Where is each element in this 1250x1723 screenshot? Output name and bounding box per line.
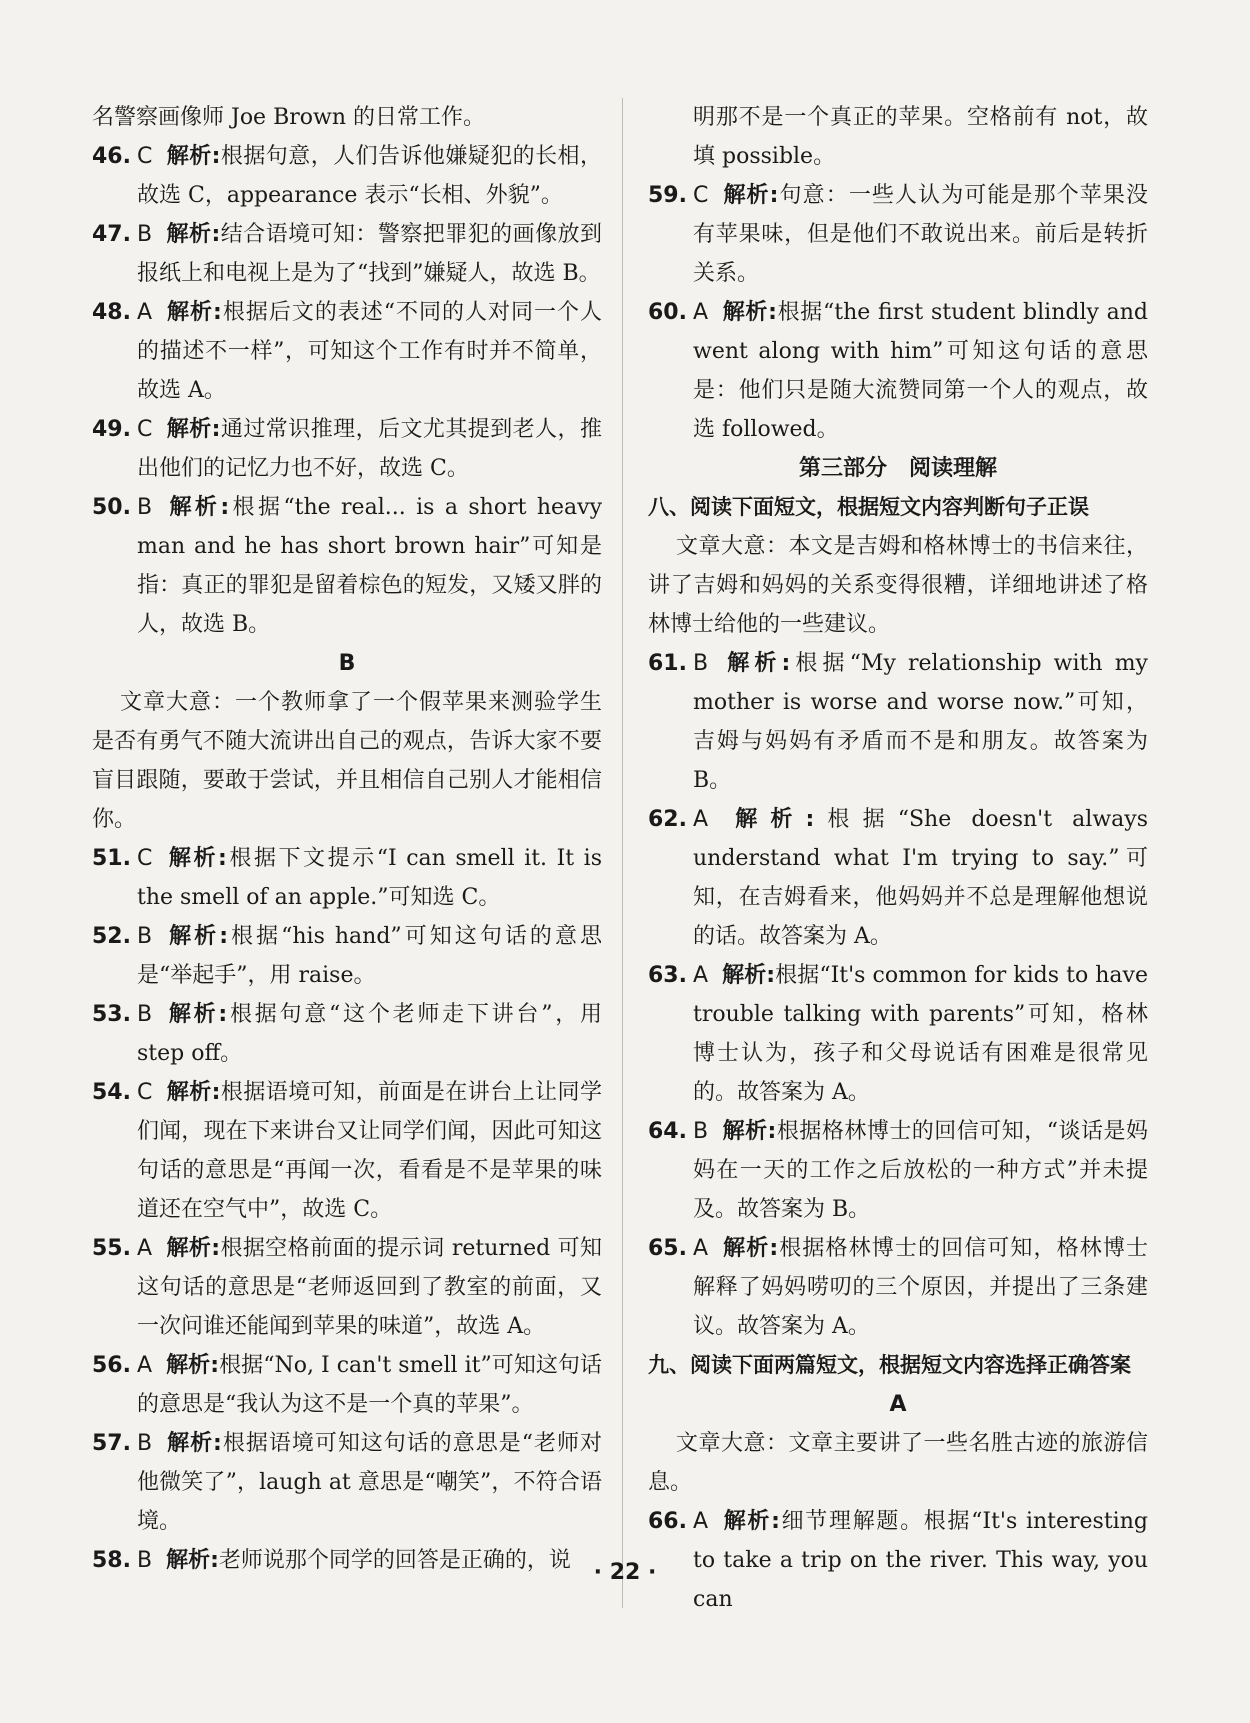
analysis-label: 解析:	[166, 1080, 221, 1105]
page-number: · 22 ·	[593, 1560, 657, 1585]
analysis-text: 根据句意“这个老师走下讲台”，用 step off。	[137, 1002, 602, 1066]
analysis-text: 通过常识推理，后文尤其提到老人，推出他们的记忆力也不好，故选 C。	[137, 417, 602, 481]
analysis-text: 根据空格前面的提示词 returned 可知这句话的意思是“老师返回到了教室的前面，又一次问谁还能闻到苹果的味道”，故选 A。	[137, 1236, 602, 1339]
question-number: 61.	[648, 651, 687, 676]
answer-entry	[92, 917, 602, 995]
analysis-label: 解析:	[166, 1548, 219, 1573]
analysis-text: 根据“My relationship with my mother is worse and worse now.”可知，吉姆与妈妈有矛盾而不是和朋友。故答案为 B。	[693, 651, 1148, 793]
column-divider	[622, 98, 623, 1608]
analysis-text: 根据“his hand”可知这句话的意思是“举起手”，用 raise。	[137, 924, 602, 988]
continued-text: 名警察画像师 Joe Brown 的日常工作。	[92, 105, 485, 130]
analysis-text: 细节理解题。根据“It's interesting to take a trip on the river. This way, you can	[693, 1509, 1148, 1612]
answer-letter: B	[136, 1548, 153, 1573]
answer-entry	[92, 1073, 602, 1229]
answer-entry	[92, 995, 602, 1073]
analysis-label: 解析:	[722, 183, 779, 208]
analysis-label: 解析:	[166, 222, 221, 247]
question-number: 50.	[92, 495, 131, 520]
analysis-label: 解析:	[722, 1119, 777, 1144]
answer-entry	[648, 176, 1148, 293]
answer-entry	[92, 137, 602, 215]
analysis-text: 根据格林博士的回信可知，“谈话是妈妈在一天的工作之后放松的一种方式”并未提及。故答案为 B。	[693, 1119, 1148, 1222]
analysis-label: 解析:	[722, 963, 776, 988]
answer-letter: B	[136, 924, 153, 949]
answer-entry	[648, 293, 1148, 449]
analysis-label: 解析:	[166, 300, 222, 325]
analysis-label: 解析:	[166, 495, 230, 520]
analysis-text: 根据“the real... is a short heavy man and he has short brown hair”可知是指：真正的罪犯是留着棕色的短发，又矮又胖的人，故选 B。	[137, 495, 602, 637]
analysis-label: 解析:	[166, 924, 228, 949]
analysis-label: 解析:	[166, 144, 221, 169]
answer-entry	[648, 644, 1148, 800]
answer-entry	[92, 839, 602, 917]
analysis-text: 句意：一些人认为可能是那个苹果没有苹果味，但是他们不敢说出来。前后是转折关系。	[693, 183, 1148, 286]
question-number: 53.	[92, 1002, 131, 1027]
answer-letter: C	[136, 1080, 153, 1105]
analysis-label: 解析:	[166, 1431, 222, 1456]
section-instruction: 八、阅读下面短文，根据短文内容判断句子正误	[648, 495, 1089, 519]
analysis-text: 根据语境可知这句话的意思是“老师对他微笑了”，laugh at 意思是“嘲笑”，不符合语境。	[137, 1431, 602, 1534]
analysis-label: 解析:	[166, 846, 227, 871]
question-number: 63.	[648, 963, 687, 988]
question-number: 51.	[92, 846, 131, 871]
answer-entry	[648, 1229, 1148, 1346]
answer-letter: B	[136, 1002, 153, 1027]
article-summary: 文章大意：一个教师拿了一个假苹果来测验学生是否有勇气不随大流讲出自己的观点，告诉大家不要盲目跟随，要敢于尝试，并且相信自己别人才能相信你。	[92, 690, 602, 832]
answer-entry	[648, 1112, 1148, 1229]
answer-entry	[92, 293, 602, 410]
question-number: 49.	[92, 417, 131, 442]
answer-letter: A	[692, 807, 709, 832]
question-number: 47.	[92, 222, 131, 247]
answer-letter: A	[692, 963, 709, 988]
question-number: 65.	[648, 1236, 687, 1261]
analysis-text: 根据“the first student blindly and went along with him”可知这句话的意思是：他们只是随大流赞同第一个人的观点，故选 followed。	[693, 300, 1148, 442]
analysis-text: 根据“It's common for kids to have trouble talking with parents”可知，格林博士认为，孩子和父母说话有困难是很常见的。故答案为 A。	[693, 963, 1148, 1105]
left-column	[92, 98, 602, 1580]
analysis-text: 根据格林博士的回信可知，格林博士解释了妈妈唠叨的三个原因，并提出了三条建议。故答案为 A。	[693, 1236, 1148, 1339]
right-column	[648, 98, 1148, 1619]
analysis-text: 老师说那个同学的回答是正确的，说	[218, 1548, 571, 1573]
section-heading: 第三部分 阅读理解	[798, 456, 997, 481]
answer-entry	[648, 800, 1148, 956]
section-instruction: 九、阅读下面两篇短文，根据短文内容选择正确答案	[648, 1353, 1131, 1377]
question-number: 46.	[92, 144, 131, 169]
answer-entry	[92, 410, 602, 488]
answer-letter: C	[136, 144, 153, 169]
question-number: 62.	[648, 807, 687, 832]
analysis-text: 根据语境可知，前面是在讲台上让同学们闻，现在下来讲台又让同学们闻，因此可知这句话的意思是“再闻一次，看看是不是苹果的味道还在空气中”，故选 C。	[137, 1080, 602, 1222]
analysis-label: 解析:	[166, 417, 221, 442]
analysis-label: 解析:	[722, 807, 815, 832]
article-summary: 文章大意：本文是吉姆和格林博士的书信来往，讲了吉姆和妈妈的关系变得很糟，详细地讲述了格林博士给他的一些建议。	[648, 534, 1148, 637]
analysis-text: 根据“No, I can't smell it”可知这句话的意思是“我认为这不是一个真的苹果”。	[137, 1353, 602, 1417]
analysis-label: 解析:	[166, 1002, 228, 1027]
analysis-label: 解析:	[722, 300, 777, 325]
section-heading: B	[338, 651, 356, 676]
question-number: 48.	[92, 300, 131, 325]
question-number: 58.	[92, 1548, 131, 1573]
answer-letter: C	[136, 417, 153, 442]
analysis-text: 根据后文的表述“不同的人对同一个人的描述不一样”，可知这个工作有时并不简单，故选 A。	[137, 300, 602, 403]
answer-entry	[92, 1346, 602, 1424]
question-number: 54.	[92, 1080, 131, 1105]
analysis-label: 解析:	[722, 1509, 780, 1534]
analysis-label: 解析:	[722, 651, 791, 676]
continued-text: 明那不是一个真正的苹果。空格前有 not，故填 possible。	[693, 105, 1148, 169]
answer-letter: A	[692, 1509, 709, 1534]
analysis-label: 解析:	[166, 1236, 221, 1261]
answer-letter: A	[692, 300, 709, 325]
question-number: 60.	[648, 300, 687, 325]
analysis-label: 解析:	[166, 1353, 220, 1378]
answer-entry	[92, 215, 602, 293]
answer-letter: C	[692, 183, 709, 208]
answer-letter: A	[136, 1236, 153, 1261]
answer-letter: B	[136, 222, 153, 247]
question-number: 57.	[92, 1431, 131, 1456]
section-heading: A	[889, 1392, 907, 1417]
question-number: 64.	[648, 1119, 687, 1144]
question-number: 55.	[92, 1236, 131, 1261]
question-number: 56.	[92, 1353, 131, 1378]
answer-letter: B	[692, 651, 709, 676]
answer-entry	[92, 488, 602, 644]
answer-letter: B	[136, 495, 153, 520]
question-number: 59.	[648, 183, 687, 208]
answer-letter: A	[136, 300, 153, 325]
answer-entry	[648, 956, 1148, 1112]
analysis-text: 结合语境可知：警察把罪犯的画像放到报纸上和电视上是为了“找到”嫌疑人，故选 B。	[137, 222, 602, 286]
answer-letter: A	[692, 1236, 709, 1261]
analysis-label: 解析:	[722, 1236, 779, 1261]
question-number: 66.	[648, 1509, 687, 1534]
answer-letter: C	[136, 846, 153, 871]
answer-letter: A	[136, 1353, 153, 1378]
answer-letter: B	[136, 1431, 153, 1456]
analysis-text: 根据下文提示“I can smell it. It is the smell of an apple.”可知选 C。	[137, 846, 602, 910]
answer-entry	[92, 1424, 602, 1541]
analysis-text: 根据句意，人们告诉他嫌疑犯的长相，故选 C，appearance 表示“长相、外貌”。	[137, 144, 602, 208]
article-summary: 文章大意：文章主要讲了一些名胜古迹的旅游信息。	[648, 1431, 1148, 1495]
question-number: 52.	[92, 924, 131, 949]
analysis-text: 根据“She doesn't always understand what I'm trying to say.”可知，在吉姆看来，他妈妈并不总是理解他想说的话。故答案为 A。	[693, 807, 1148, 949]
answer-letter: B	[692, 1119, 709, 1144]
answer-entry	[92, 1229, 602, 1346]
